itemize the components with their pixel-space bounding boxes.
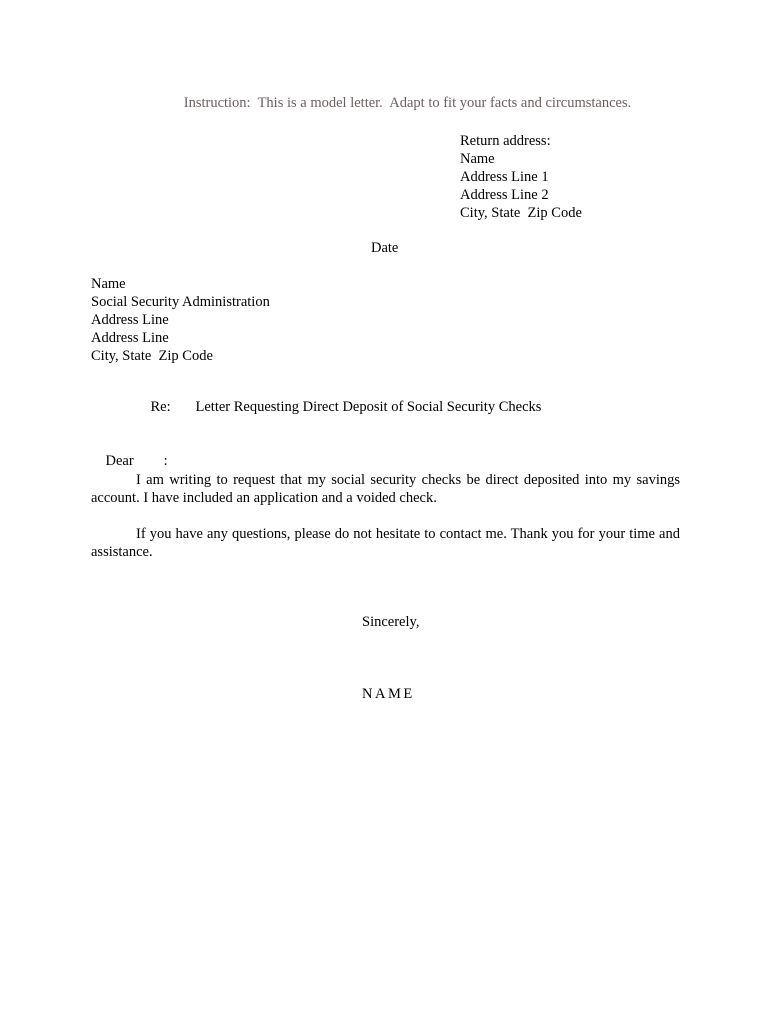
letter-date: Date (371, 240, 399, 256)
recipient-city-state-zip: City, State Zip Code (91, 348, 213, 364)
return-address-line-2: Address Line 2 (460, 187, 549, 203)
salutation-colon: : (163, 453, 168, 469)
closing: Sincerely, (362, 614, 420, 630)
return-address-heading: Return address: (460, 133, 551, 149)
recipient-address-line-2: Address Line (91, 330, 169, 346)
subject-line (136, 382, 541, 433)
recipient-address-block (91, 275, 270, 365)
body-paragraph-2: If you have any questions, please do not hesitate to contact me. Thank you for your time and assistance. (91, 526, 680, 560)
recipient-organization: Social Security Administration (91, 294, 270, 310)
return-address-name: Name (460, 151, 495, 167)
instruction-note: Instruction: This is a model letter. Adapt to fit your facts and circumstances. (183, 95, 632, 111)
subject-text: Letter Requesting Direct Deposit of Social Security Checks (195, 399, 542, 415)
subject-label: Re: (150, 399, 171, 415)
body-paragraph-1: I am writing to request that my social security checks be direct deposited into my savings account. I have included an application and a voided check. (91, 472, 680, 506)
recipient-name: Name (91, 276, 126, 292)
return-address-city-state-zip: City, State Zip Code (460, 205, 582, 221)
salutation-greeting: Dear (105, 453, 134, 469)
return-address-block (460, 132, 582, 222)
recipient-address-line-1: Address Line (91, 312, 169, 328)
return-address-line-1: Address Line 1 (460, 169, 549, 185)
signature-name: NAME (362, 686, 415, 702)
